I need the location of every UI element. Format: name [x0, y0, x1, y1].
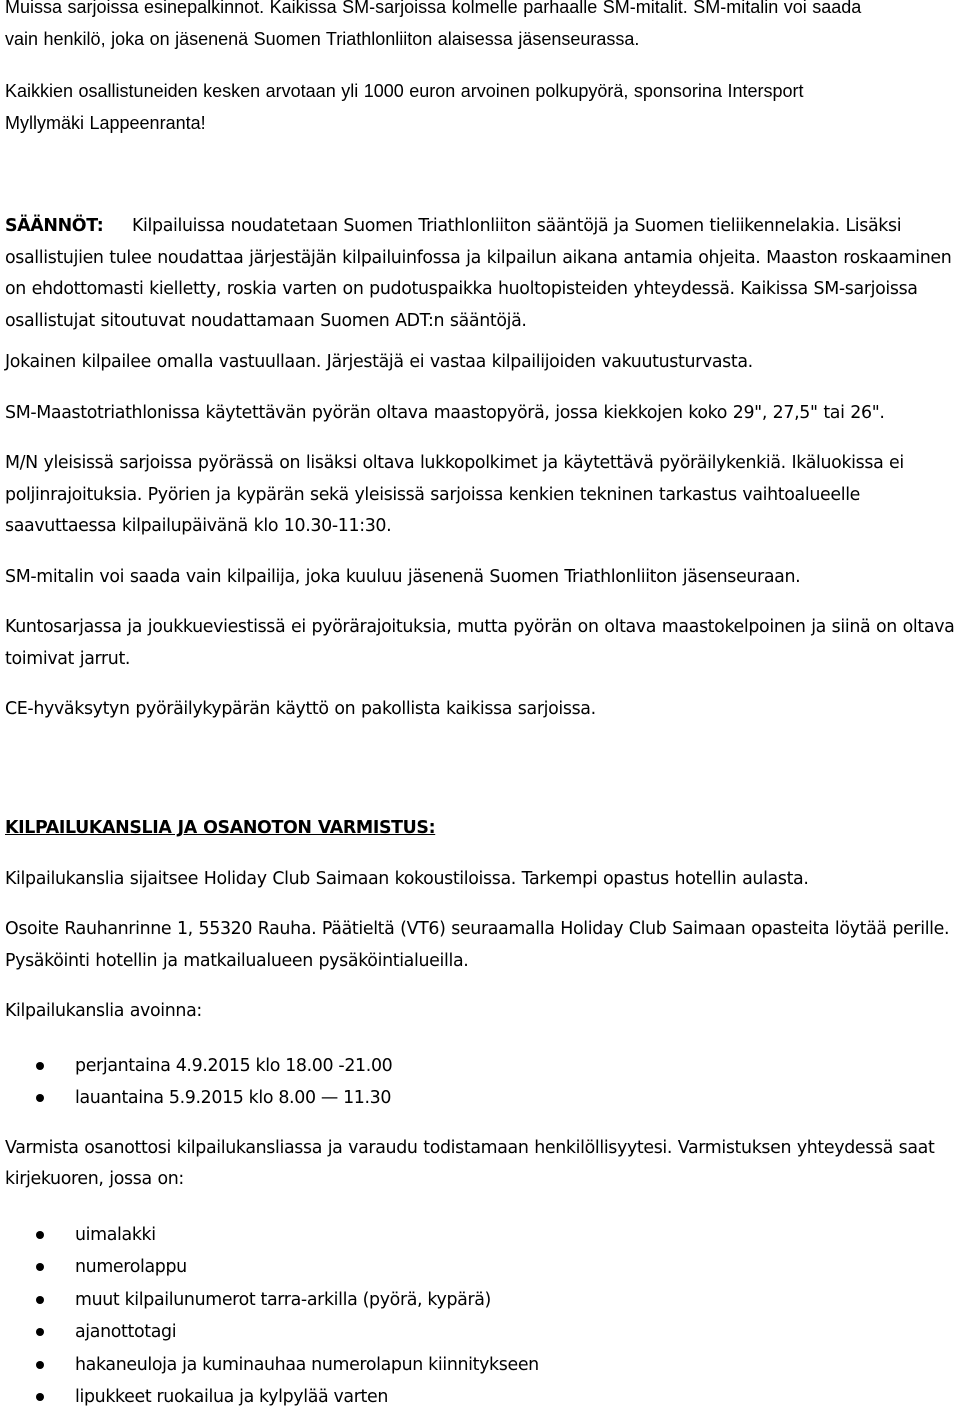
list-item: numerolappu: [5, 1251, 957, 1284]
list-item: ajanottotagi: [5, 1316, 957, 1349]
rules-paragraph-5: SM-mitalin voi saada vain kilpailija, joka kuuluu jäsenenä Suomen Triathlonliiton jäsenseuraan.: [5, 566, 801, 587]
intro-line-1: Muissa sarjoissa esinepalkinnot. Kaikissa SM-sarjoissa kolmelle parhaalle SM-mitalit. SM-mitalin voi saada: [5, 0, 862, 17]
intro-line-3: Kaikkien osallistuneiden kesken arvotaan yli 1000 euron arvoinen polkupyörä, sponsorina Intersport: [5, 81, 804, 101]
list-item: lauantaina 5.9.2015 klo 8.00 — 11.30: [5, 1082, 957, 1115]
office-heading: KILPAILUKANSLIA JA OSANOTON VARMISTUS:: [5, 818, 436, 838]
list-item: uimalakki: [5, 1219, 957, 1252]
office-paragraph-3: Varmista osanottosi kilpailukansliassa ja varaudu todistamaan henkilöllisyytesi. Varmistuksen yhteydessä saat kirjekuoren, jossa on:: [5, 1137, 935, 1189]
bullet-icon: [36, 1296, 44, 1304]
bullet-icon: [36, 1361, 44, 1369]
office-hours-list: [5, 1050, 957, 1115]
bullet-icon: [36, 1231, 44, 1239]
rules-heading: SÄÄNNÖT:: [5, 216, 104, 236]
intro-line-2: vain henkilö, joka on jäsenenä Suomen Triathlonliiton alaisessa jäsenseurassa.: [5, 28, 640, 49]
rules-paragraph-2: Jokainen kilpailee omalla vastuullaan. Järjestäjä ei vastaa kilpailijoiden vakuutusturvasta.: [5, 352, 753, 372]
prize-block: [5, 76, 804, 139]
rules-paragraph-6: Kuntosarjassa ja joukkueviestissä ei pyörärajoituksia, mutta pyörän on oltava maastokelpoinen ja siinä on oltava toimivat jarrut.: [5, 617, 955, 669]
list-item: hakaneuloja ja kuminauhaa numerolapun kiinnitykseen: [5, 1349, 957, 1382]
rules-paragraph-4: M/N yleisissä sarjoissa pyörässä on lisäksi oltava lukkopolkimet ja käytettävä pyöräilykenkiä. Ikäluokissa ei poljinrajoituksia. Pyörien ja kypärän sekä yleisissä sarjoissa kenkien tekninen tarkastus vaihtoalueelle saavuttaessa kilpailupäivänä klo 10.30-11:30.: [5, 453, 904, 536]
bullet-icon: [36, 1094, 44, 1102]
bullet-icon: [36, 1393, 44, 1401]
intro-block: [5, 0, 861, 55]
office-paragraph-2: Osoite Rauhanrinne 1, 55320 Rauha. Päätieltä (VT6) seuraamalla Holiday Club Saimaan opasteita löytää perille. Pysäköinti hotellin ja matkailualueen pysäköintialueilla.: [5, 919, 950, 971]
intro-line-4: Myllymäki Lappeenranta!: [5, 112, 206, 133]
list-item: muut kilpailunumerot tarra-arkilla (pyörä, kypärä): [5, 1284, 957, 1317]
office-paragraph-1: Kilpailukanslia sijaitsee Holiday Club Saimaan kokoustiloissa. Tarkempi opastus hotellin aulasta.: [5, 868, 809, 889]
rules-paragraph-1-text: Kilpailuissa noudatetaan Suomen Triathlonliiton sääntöjä ja Suomen tieliikennelakia. Lisäksi osallistujien tulee noudattaa järjestäjän kilpailuinfossa ja kilpailun aikana antamia ohjeita. Maaston roskaaminen on ehdottomasti kielletty, roskia varten on pudotuspaikka huoltopisteiden yhteydessä. Kaikissa SM-sarjoissa osallistujat sitoutuvat noudattamaan Suomen ADT:n sääntöjä.: [5, 216, 952, 331]
rules-section: [5, 211, 957, 726]
rules-paragraph-3: SM-Maastotriathlonissa käytettävän pyörän oltava maastopyörä, jossa kiekkojen koko 29", 27,5" tai 26".: [5, 402, 885, 423]
bullet-icon: [36, 1263, 44, 1271]
office-section: [5, 813, 957, 1414]
bullet-icon: [36, 1328, 44, 1336]
envelope-items-list: [5, 1219, 957, 1414]
bullet-icon: [36, 1062, 44, 1070]
office-open-label: Kilpailukanslia avoinna:: [5, 1001, 202, 1021]
rules-paragraph-7: CE-hyväksytyn pyöräilykypärän käyttö on pakollista kaikissa sarjoissa.: [5, 699, 596, 719]
list-item: lipukkeet ruokailua ja kylpylää varten: [5, 1381, 957, 1414]
rules-paragraph-1: [5, 211, 957, 337]
list-item: perjantaina 4.9.2015 klo 18.00 -21.00: [5, 1050, 957, 1083]
